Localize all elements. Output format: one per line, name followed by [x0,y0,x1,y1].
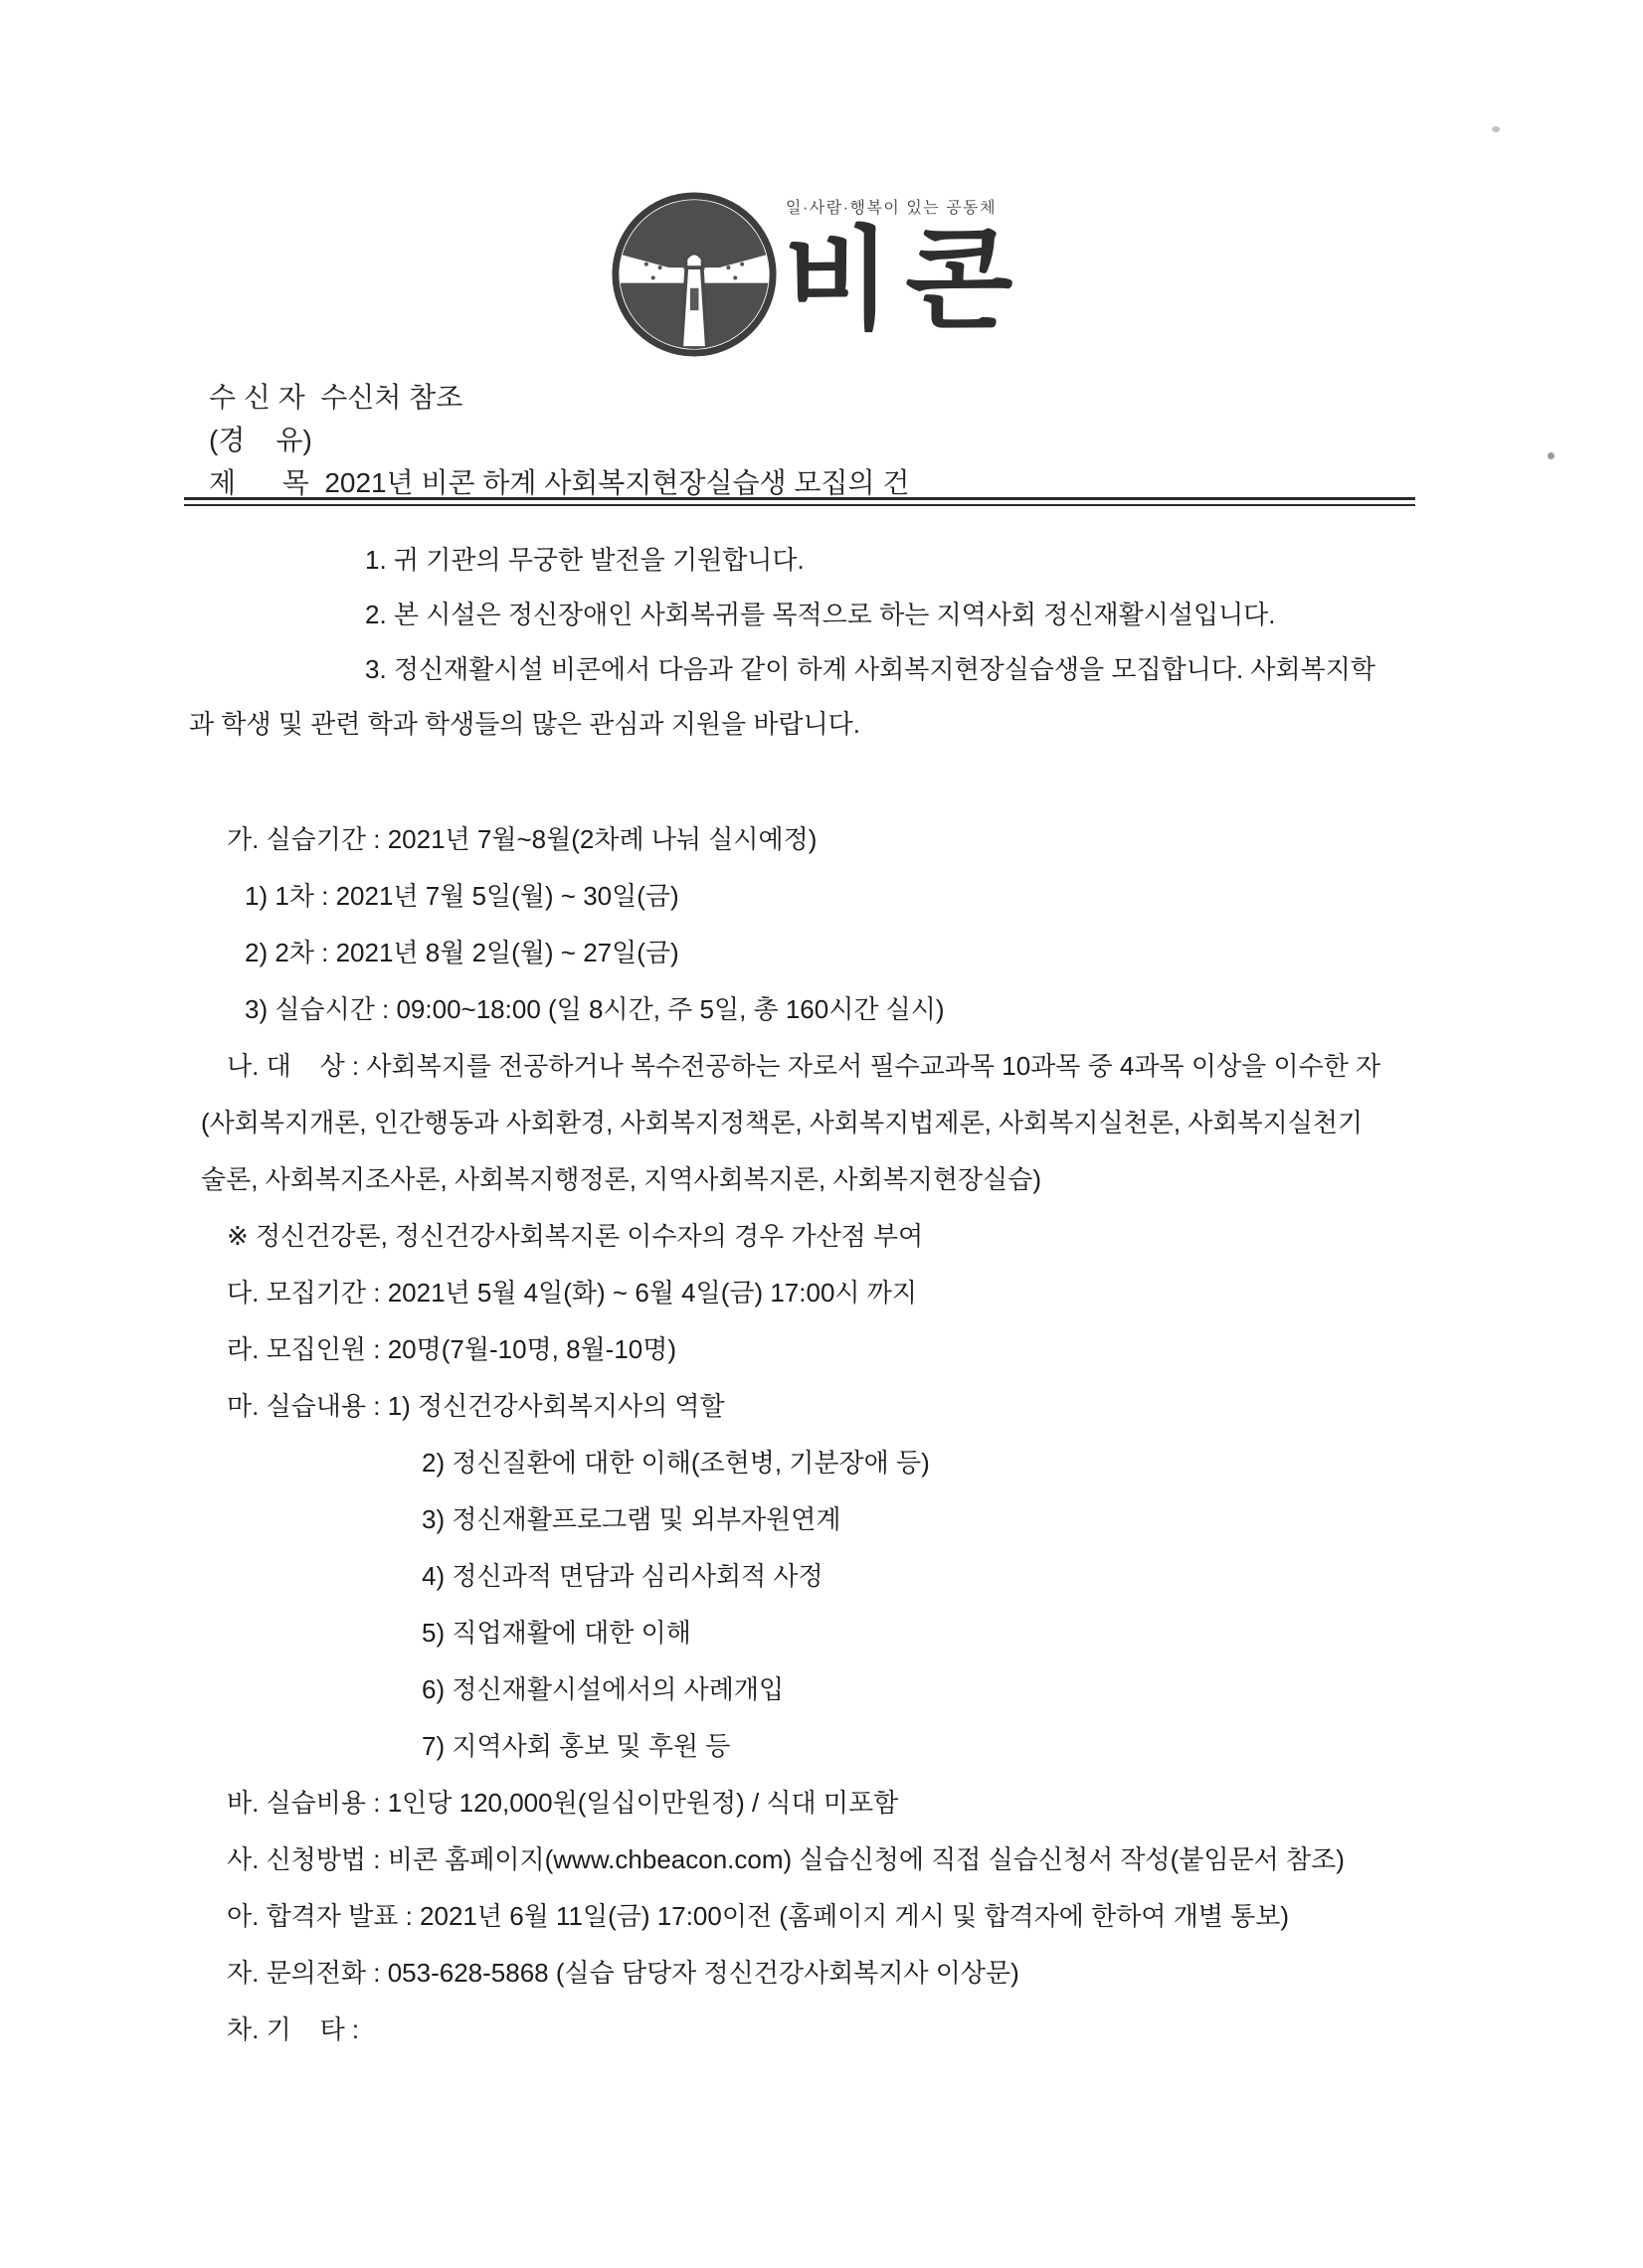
line-target-courses-1: (사회복지개론, 인간행동과 사회환경, 사회복지정책론, 사회복지법제론, 사회복지실천론, 사회복지실천기 [201,1108,1364,1137]
line-target-courses-2: 술론, 사회복지조사론, 사회복지행정론, 지역사회복지론, 사회복지현장실습) [201,1164,1042,1194]
line-announcement: 아. 합격자 발표 : 2021년 6월 11일(금) 17:00이전 (홈페이지 게시 및 합격자에 한하여 개별 통보) [227,1901,1290,1931]
line-target: 나. 대 상 : 사회복지를 전공하거나 복수전공하는 자로서 필수교과목 10과목 중 4과목 이상을 이수한 자 [227,1051,1381,1081]
line-etc: 차. 기 타 : [227,2014,360,2044]
recipient-line: 수 신 자 수신처 참조 [209,382,463,413]
line-content-4: 4) 정신과적 면담과 심리사회적 사정 [422,1561,823,1591]
greeting-line-1: 1. 귀 기관의 무궁한 발전을 기원합니다. [365,545,805,575]
greeting-block [0,540,1643,759]
greeting-line-3-continued: 과 학생 및 관련 학과 학생들의 많은 관심과 지원을 바랍니다. [189,709,861,739]
line-round-1: 1) 1차 : 2021년 7월 5일(월) ~ 30일(금) [245,881,679,911]
line-practice-hours: 3) 실습시간 : 09:00~18:00 (일 8시간, 주 5일, 총 160시간 실시) [245,994,945,1024]
line-apply-method: 사. 신청방법 : 비콘 홈페이지(www.chbeacon.com) 실습신청에 직접 실습신청서 작성(붙임문서 참조) [227,1844,1345,1874]
line-content-7: 7) 지역사회 홍보 및 후원 등 [422,1731,731,1761]
subject-line: 제 목 2021년 비콘 하계 사회복지현장실습생 모집의 건 [209,467,910,498]
lighthouse-icon [609,189,780,360]
line-contact-phone: 자. 문의전화 : 053-628-5868 (실습 담당자 정신건강사회복지사 이상문) [227,1958,1019,1988]
line-content-1: 마. 실습내용 : 1) 정신건강사회복지사의 역할 [227,1391,725,1421]
scan-artifact [1548,452,1554,459]
line-fee: 바. 실습비용 : 1인당 120,000원(일십이만원정) / 식대 미포함 [227,1788,899,1818]
via-line: (경 유) [209,425,312,455]
logo-name: 비콘 [784,218,1027,342]
greeting-line-3: 3. 정신재활시설 비콘에서 다음과 같이 하계 사회복지현장실습생을 모집합니다. 사회복지학 [365,654,1375,684]
subject-underline [184,497,1415,506]
line-content-5: 5) 직업재활에 대한 이해 [422,1618,691,1648]
logo-tagline: 일·사람·행복이 있는 공동체 [786,200,998,217]
line-recruit-count: 라. 모집인원 : 20명(7월-10명, 8월-10명) [227,1334,677,1364]
line-content-6: 6) 정신재활시설에서의 사례개입 [422,1674,785,1704]
greeting-line-2: 2. 본 시설은 정신장애인 사회복귀를 목적으로 하는 지역사회 정신재활시설입니다. [365,600,1276,629]
line-content-2: 2) 정신질환에 대한 이해(조현병, 기분장애 등) [422,1448,930,1478]
line-round-2: 2) 2차 : 2021년 8월 2일(월) ~ 27일(금) [245,938,679,967]
line-bonus-note: ※ 정신건강론, 정신건강사회복지론 이수자의 경우 가산점 부여 [227,1221,924,1251]
line-content-3: 3) 정신재활프로그램 및 외부자원연계 [422,1504,841,1534]
line-practice-period: 가. 실습기간 : 2021년 7월~8월(2차례 나눠 실시예정) [227,824,818,854]
line-recruit-period: 다. 모집기간 : 2021년 5월 4일(화) ~ 6월 4일(금) 17:00시 까지 [227,1278,917,1308]
scan-artifact [1492,126,1500,132]
detail-list [0,819,1643,2066]
